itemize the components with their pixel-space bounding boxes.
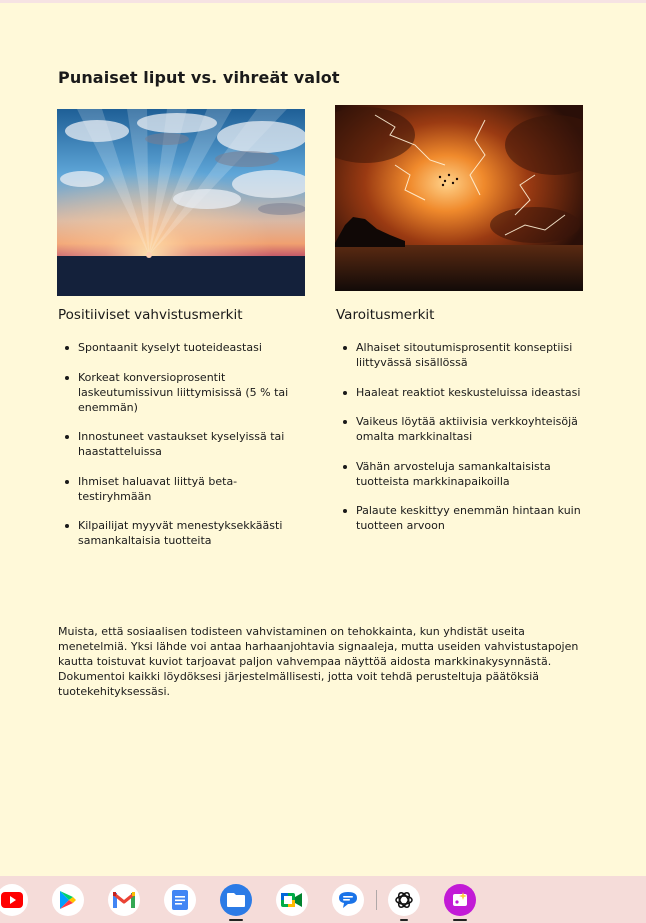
- shelf-separator: [376, 890, 377, 910]
- active-indicator: [229, 919, 243, 921]
- list-item: Kilpailijat myyvät menestyksekkäästi samankaltaisia tuotteita: [78, 518, 305, 548]
- active-indicator: [400, 919, 408, 921]
- list-item: Alhaiset sitoutumisprosentit konseptiisi liittyvässä sisällössä: [356, 340, 583, 370]
- list-item: Ihmiset haluavat liittyä beta-testiryhmään: [78, 474, 305, 504]
- positive-signals-heading: Positiiviset vahvistusmerkit: [58, 307, 243, 323]
- youtube-icon: [1, 892, 23, 908]
- shelf-app-meet[interactable]: [276, 884, 308, 916]
- list-item: Korkeat konversioprosentit laskeutumissivun liittymisissä (5 % tai enemmän): [78, 370, 305, 415]
- shelf-app-screencast[interactable]: [444, 884, 476, 916]
- active-indicator: [453, 919, 467, 921]
- list-item: Haaleat reaktiot keskusteluissa ideastasi: [356, 385, 583, 400]
- shelf: [0, 876, 646, 923]
- list-item: Palaute keskittyy enemmän hintaan kuin tuotteen arvoon: [356, 503, 583, 533]
- warning-signals-list: [335, 340, 583, 548]
- warning-signals-heading: Varoitusmerkit: [336, 307, 435, 323]
- gmail-icon: [113, 892, 135, 908]
- closing-note: Muista, että sosiaalisen todisteen vahvistaminen on tehokkainta, kun yhdistät useita menetelmiä. Yksi lähde voi antaa harhaanjohtavia signaaleja, mutta useiden vahvistustapojen kautta toistuvat kuviot tarjoavat paljon vahvempaa näyttöä aidosta markkinakysynnästä. Dokumentoi kaikki löydöksesi järjestelmällisesti, jotta voit tehdä perusteltuja päätöksiä tuotekehityksessäsi.: [58, 625, 579, 698]
- shelf-app-gmail[interactable]: [108, 884, 140, 916]
- list-item: Vaikeus löytää aktiivisia verkkoyhteisöjä omalta markkinaltasi: [356, 414, 583, 444]
- chatgpt-icon: [394, 890, 414, 910]
- google-docs-icon: [172, 890, 188, 910]
- page-title: Punaiset liput vs. vihreät valot: [58, 68, 340, 87]
- shelf-app-play-store[interactable]: [52, 884, 84, 916]
- shelf-app-docs[interactable]: [164, 884, 196, 916]
- list-item: Vähän arvosteluja samankaltaisista tuotteista markkinapaikoilla: [356, 459, 583, 489]
- play-store-icon: [59, 890, 77, 910]
- shelf-app-chatgpt[interactable]: [388, 884, 420, 916]
- shelf-app-messages[interactable]: [332, 884, 364, 916]
- sunset-image: [57, 109, 305, 296]
- shelf-app-files[interactable]: [220, 884, 252, 916]
- messages-icon: [337, 890, 359, 910]
- list-item: Innostuneet vastaukset kyselyissä tai haastatteluissa: [78, 429, 305, 459]
- files-icon: [226, 892, 246, 908]
- list-item: Spontaanit kyselyt tuoteideastasi: [78, 340, 305, 355]
- screencast-icon: [451, 891, 469, 909]
- positive-signals-list: [57, 340, 305, 563]
- lightning-storm-image: [335, 105, 583, 291]
- google-meet-icon: [281, 892, 303, 908]
- shelf-app-youtube[interactable]: [0, 884, 28, 916]
